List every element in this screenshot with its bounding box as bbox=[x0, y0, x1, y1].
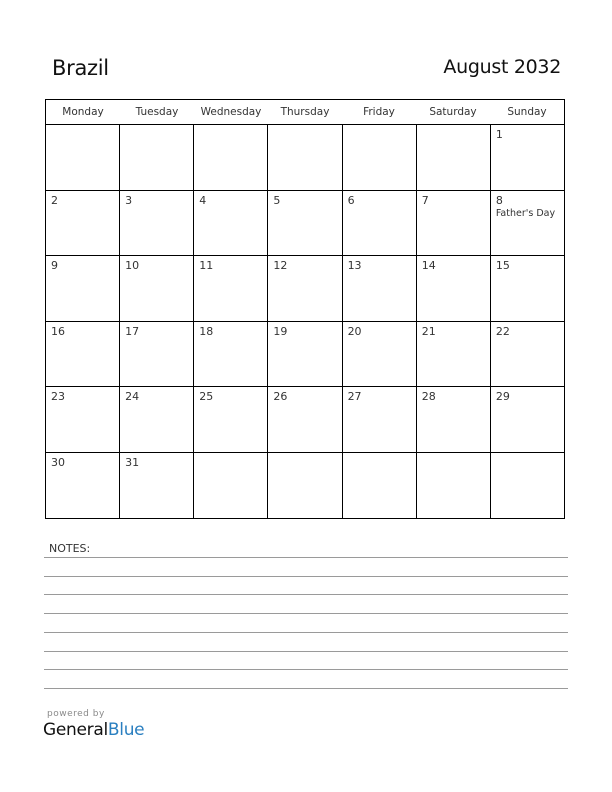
note-line bbox=[44, 651, 568, 652]
day-number: 16 bbox=[51, 324, 65, 338]
weekday-saturday: Saturday bbox=[429, 106, 477, 118]
day-cell-7 bbox=[417, 191, 491, 256]
day-cell-6 bbox=[343, 191, 417, 256]
note-line bbox=[44, 576, 568, 577]
day-number: 31 bbox=[125, 455, 140, 469]
day-number: 15 bbox=[495, 259, 510, 272]
day-number: 18 bbox=[199, 324, 214, 338]
day-cell-1 bbox=[491, 125, 564, 190]
day-cell-30 bbox=[46, 453, 120, 519]
day-cell-28 bbox=[417, 387, 491, 452]
day-number: 29 bbox=[495, 390, 510, 403]
day-number: 2 bbox=[51, 193, 58, 207]
day-cell-15 bbox=[491, 256, 564, 321]
generalblue-logo bbox=[43, 720, 144, 740]
day-number: 26 bbox=[273, 390, 288, 403]
weekday-monday: Monday bbox=[62, 106, 104, 118]
note-line bbox=[44, 613, 568, 614]
day-number: 7 bbox=[421, 193, 429, 207]
day-cell-19 bbox=[268, 322, 342, 387]
day-number: 27 bbox=[347, 390, 362, 403]
day-cell-24 bbox=[120, 387, 194, 452]
empty-day-cell bbox=[417, 453, 491, 519]
empty-day-cell bbox=[268, 453, 342, 519]
day-number: 5 bbox=[273, 193, 281, 207]
empty-day-cell bbox=[194, 453, 268, 519]
empty-day-cell bbox=[120, 125, 194, 190]
weekday-wednesday: Wednesday bbox=[200, 106, 262, 118]
day-cell-26 bbox=[268, 387, 342, 452]
day-cell-31 bbox=[120, 453, 194, 519]
day-cell-11 bbox=[194, 256, 268, 321]
empty-day-cell bbox=[194, 125, 268, 190]
day-number: 9 bbox=[51, 259, 58, 272]
notes-label: NOTES: bbox=[49, 542, 91, 555]
day-cell-4 bbox=[194, 191, 268, 256]
day-cell-27 bbox=[343, 387, 417, 452]
empty-day-cell bbox=[46, 125, 120, 190]
day-number: 17 bbox=[125, 324, 140, 338]
day-number: 13 bbox=[347, 259, 362, 272]
week-row bbox=[46, 125, 564, 191]
note-line bbox=[44, 688, 568, 689]
day-cell-21 bbox=[417, 322, 491, 387]
note-line bbox=[44, 669, 568, 670]
day-cell-13 bbox=[343, 256, 417, 321]
week-row bbox=[46, 256, 564, 322]
empty-day-cell bbox=[491, 453, 564, 519]
weekday-sunday: Sunday bbox=[507, 106, 547, 118]
brand-general: General bbox=[43, 720, 108, 740]
day-number: 3 bbox=[125, 193, 133, 207]
note-line bbox=[44, 632, 568, 633]
empty-day-cell bbox=[343, 125, 417, 190]
note-line bbox=[44, 594, 568, 595]
day-cell-29 bbox=[491, 387, 564, 452]
day-number: 24 bbox=[125, 390, 140, 403]
calendar-month-title: August 2032 bbox=[443, 56, 561, 78]
day-number: 11 bbox=[199, 259, 214, 272]
day-number: 19 bbox=[273, 324, 288, 338]
day-number: 1 bbox=[495, 128, 503, 141]
weekday-friday: Friday bbox=[363, 106, 395, 118]
week-row bbox=[46, 322, 564, 388]
day-number: 25 bbox=[199, 390, 214, 403]
day-number: 4 bbox=[199, 193, 207, 207]
holiday-label: Father's Day bbox=[495, 207, 556, 219]
day-number: 21 bbox=[421, 324, 436, 338]
day-number: 12 bbox=[273, 259, 288, 272]
day-number: 14 bbox=[421, 259, 436, 272]
calendar-grid bbox=[45, 99, 565, 519]
day-cell-22 bbox=[491, 322, 564, 387]
note-line bbox=[44, 557, 568, 558]
powered-by-text: powered by bbox=[47, 709, 105, 719]
calendar-country-title: Brazil bbox=[52, 56, 109, 80]
weekday-thursday: Thursday bbox=[280, 106, 330, 118]
day-cell-18 bbox=[194, 322, 268, 387]
day-number: 28 bbox=[421, 390, 436, 403]
day-cell-12 bbox=[268, 256, 342, 321]
day-cell-2 bbox=[46, 191, 120, 256]
brand-blue: Blue bbox=[107, 720, 145, 740]
day-cell-10 bbox=[120, 256, 194, 321]
day-cell-23 bbox=[46, 387, 120, 452]
weekday-header-row bbox=[46, 100, 564, 125]
day-cell-5 bbox=[268, 191, 342, 256]
week-row bbox=[46, 453, 564, 519]
day-cell-17 bbox=[120, 322, 194, 387]
day-cell-14 bbox=[417, 256, 491, 321]
day-cell-20 bbox=[343, 322, 417, 387]
day-number: 6 bbox=[347, 193, 355, 207]
day-cell-9 bbox=[46, 256, 120, 321]
day-cell-3 bbox=[120, 191, 194, 256]
day-cell-8 bbox=[491, 191, 564, 256]
week-row bbox=[46, 387, 564, 453]
day-number: 23 bbox=[51, 390, 65, 403]
day-number: 22 bbox=[495, 324, 510, 338]
empty-day-cell bbox=[343, 453, 417, 519]
week-row bbox=[46, 191, 564, 257]
day-number: 10 bbox=[125, 259, 140, 272]
day-number: 8 bbox=[495, 193, 503, 207]
day-number: 20 bbox=[347, 324, 362, 338]
weekday-tuesday: Tuesday bbox=[135, 106, 179, 118]
day-cell-25 bbox=[194, 387, 268, 452]
empty-day-cell bbox=[268, 125, 342, 190]
day-cell-16 bbox=[46, 322, 120, 387]
empty-day-cell bbox=[417, 125, 491, 190]
day-number: 30 bbox=[51, 455, 65, 469]
